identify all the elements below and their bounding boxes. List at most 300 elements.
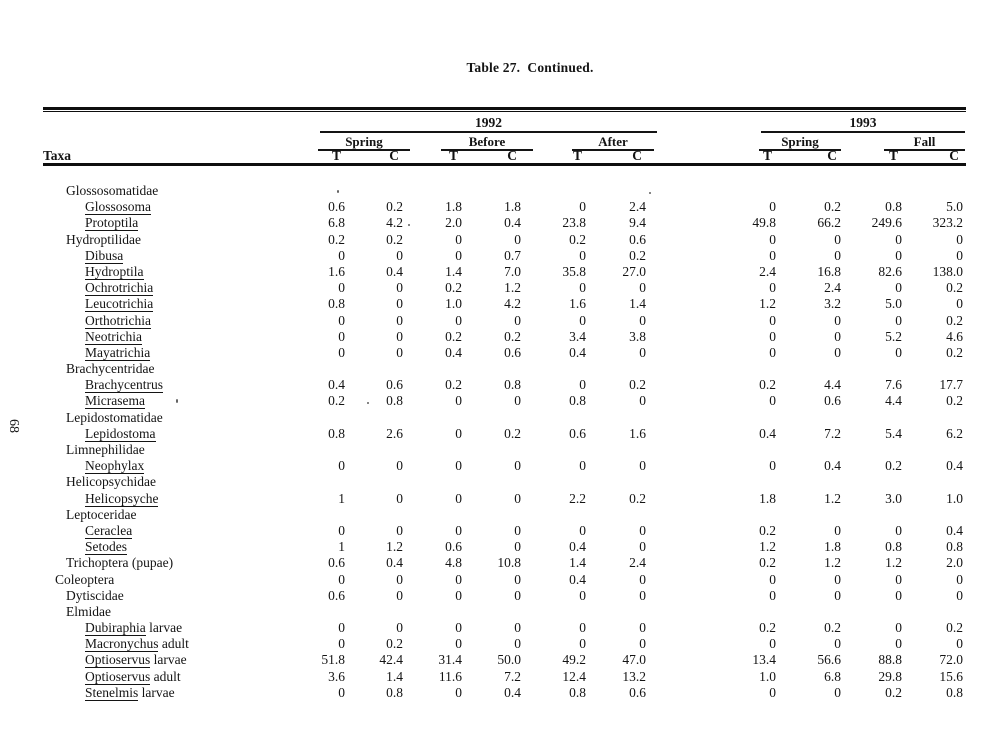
column-letter-c: C xyxy=(389,148,399,163)
value-cell: 0 xyxy=(834,684,841,700)
value-cell: 0.8 xyxy=(386,393,403,409)
taxon-name: Leucotrichia xyxy=(85,296,154,312)
table-row xyxy=(43,410,963,426)
column-letter-c: C xyxy=(507,148,517,163)
table-row xyxy=(43,199,963,215)
value-cell: 0 xyxy=(769,312,776,328)
value-cell: 0 xyxy=(396,458,403,474)
table-row xyxy=(43,393,963,409)
taxon-name: Micrasema xyxy=(85,393,145,409)
value-cell: 0.7 xyxy=(504,247,521,263)
value-cell: 0 xyxy=(338,344,345,360)
value-cell xyxy=(521,361,586,377)
value-cell xyxy=(902,183,963,199)
value-cell xyxy=(841,183,902,199)
season-header-spring-1993: Spring xyxy=(759,134,841,151)
value-cell: 0 xyxy=(956,587,963,603)
value-cell: 1 xyxy=(338,539,345,555)
value-cell xyxy=(303,410,345,426)
value-cell: 0.8 xyxy=(328,425,345,441)
value-cell: 0 xyxy=(769,231,776,247)
value-cell: 0 xyxy=(579,280,586,296)
scan-artifact xyxy=(649,192,651,194)
value-cell: 13.2 xyxy=(622,668,646,684)
taxon-name: Macronychus adult xyxy=(85,636,189,652)
value-cell: 0.4 xyxy=(824,458,841,474)
value-cell: 0 xyxy=(455,458,462,474)
value-cell: 51.8 xyxy=(321,652,345,668)
value-cell xyxy=(462,474,521,490)
value-cell: 0 xyxy=(514,539,521,555)
value-cell: 0 xyxy=(769,587,776,603)
value-cell: 0 xyxy=(396,328,403,344)
value-cell: 0 xyxy=(769,328,776,344)
value-cell: 0 xyxy=(514,571,521,587)
value-cell: 0 xyxy=(338,312,345,328)
value-cell: 0 xyxy=(834,636,841,652)
value-cell: 0 xyxy=(455,247,462,263)
value-cell xyxy=(776,507,841,523)
taxon-name: Glossosomatidae xyxy=(66,183,159,198)
taxon-name: Optioservus larvae xyxy=(85,652,187,668)
table-row xyxy=(43,523,963,539)
column-letter-t: T xyxy=(331,148,341,163)
value-cell xyxy=(776,410,841,426)
value-cell: 0.2 xyxy=(885,458,902,474)
value-cell: 0 xyxy=(956,571,963,587)
value-cell xyxy=(303,507,345,523)
value-cell xyxy=(521,410,586,426)
value-cell: 0.8 xyxy=(946,539,963,555)
value-cell: 0 xyxy=(895,280,902,296)
table-row xyxy=(43,361,963,377)
value-cell: 0 xyxy=(338,247,345,263)
value-cell: 0 xyxy=(895,312,902,328)
season-header-after-1992: After xyxy=(572,134,654,151)
value-cell: 0 xyxy=(579,199,586,215)
column-letter-c: C xyxy=(949,148,959,163)
taxon-name: Stenelmis larvae xyxy=(85,684,175,700)
value-cell: 0 xyxy=(639,280,646,296)
value-cell: 13.4 xyxy=(752,652,776,668)
value-cell: 0.2 xyxy=(946,393,963,409)
value-cell: 4.2 xyxy=(504,296,521,312)
value-cell: 0.8 xyxy=(885,539,902,555)
table-row xyxy=(43,215,963,231)
value-cell: 1.2 xyxy=(824,555,841,571)
value-cell: 0 xyxy=(455,393,462,409)
value-cell: 0 xyxy=(834,247,841,263)
value-cell: 0 xyxy=(834,328,841,344)
value-cell: 11.6 xyxy=(438,668,462,684)
value-cell: 0 xyxy=(956,296,963,312)
value-cell: 0.8 xyxy=(386,684,403,700)
value-cell xyxy=(902,474,963,490)
column-letter-t: T xyxy=(448,148,458,163)
value-cell: 0 xyxy=(834,522,841,538)
value-cell: 0.4 xyxy=(569,539,586,555)
value-cell: 0 xyxy=(396,571,403,587)
value-cell xyxy=(521,474,586,490)
value-cell: 1.2 xyxy=(759,296,776,312)
value-cell: 0.6 xyxy=(328,199,345,215)
value-cell: 56.6 xyxy=(817,652,841,668)
value-cell: 50.0 xyxy=(497,652,521,668)
taxon-name: Lepidostomatidae xyxy=(66,409,163,425)
value-cell: 1.4 xyxy=(445,263,462,279)
value-cell: 0 xyxy=(769,684,776,700)
value-cell: 0.8 xyxy=(946,684,963,700)
value-cell: 0 xyxy=(895,344,902,360)
value-cell: 47.0 xyxy=(622,652,646,668)
taxon-name: Brachycentridae xyxy=(66,361,155,377)
table-row xyxy=(43,458,963,474)
season-header-fall-1993: Fall xyxy=(884,134,965,151)
scan-artifact xyxy=(367,402,369,404)
value-cell: 2.0 xyxy=(946,555,963,571)
table-row xyxy=(43,555,963,571)
value-cell xyxy=(841,442,902,458)
value-cell: 0 xyxy=(514,231,521,247)
value-cell xyxy=(586,361,646,377)
value-cell: 2.4 xyxy=(629,199,646,215)
value-cell: 0.4 xyxy=(386,555,403,571)
scan-artifact xyxy=(337,190,339,193)
value-cell: 1.2 xyxy=(386,539,403,555)
value-cell: 0 xyxy=(338,620,345,636)
value-cell xyxy=(841,604,902,620)
taxon-name: Lepidostoma xyxy=(85,425,156,441)
value-cell: 0 xyxy=(639,636,646,652)
value-cell: 16.8 xyxy=(817,263,841,279)
value-cell: 0.2 xyxy=(504,328,521,344)
value-cell: 1.8 xyxy=(445,199,462,215)
value-cell: 0 xyxy=(514,312,521,328)
value-cell: 0.4 xyxy=(569,571,586,587)
value-cell xyxy=(646,507,776,523)
value-cell: 4.6 xyxy=(946,328,963,344)
value-cell: 7.2 xyxy=(824,425,841,441)
value-cell: 1.4 xyxy=(629,296,646,312)
table-row xyxy=(43,345,963,361)
value-cell xyxy=(841,474,902,490)
value-cell: 2.4 xyxy=(759,263,776,279)
value-cell xyxy=(303,361,345,377)
value-cell: 49.8 xyxy=(752,215,776,231)
value-cell: 6.8 xyxy=(328,215,345,231)
value-cell: 0 xyxy=(639,587,646,603)
value-cell: 0 xyxy=(455,312,462,328)
column-letter-t: T xyxy=(572,148,582,163)
value-cell: 0 xyxy=(396,522,403,538)
value-cell: 0 xyxy=(834,571,841,587)
value-cell: 1.0 xyxy=(445,296,462,312)
page-number: 68 xyxy=(6,419,21,433)
value-cell: 0 xyxy=(396,312,403,328)
value-cell xyxy=(521,507,586,523)
value-cell: 0 xyxy=(396,280,403,296)
value-cell: 249.6 xyxy=(871,215,902,231)
taxon-name: Protoptila xyxy=(85,215,139,231)
value-cell: 27.0 xyxy=(622,263,646,279)
value-cell: 0 xyxy=(396,344,403,360)
table-row xyxy=(43,604,963,620)
value-cell: 0 xyxy=(956,247,963,263)
value-cell: 3.0 xyxy=(885,490,902,506)
taxon-name: Dytiscidae xyxy=(66,587,124,603)
value-cell: 0 xyxy=(895,247,902,263)
value-cell: 0.2 xyxy=(328,231,345,247)
value-cell: 0 xyxy=(579,377,586,393)
value-cell: 0 xyxy=(455,490,462,506)
value-cell: 0.6 xyxy=(569,425,586,441)
value-cell xyxy=(646,442,776,458)
value-cell xyxy=(902,507,963,523)
scan-artifact xyxy=(176,399,178,403)
value-cell: 2.2 xyxy=(569,490,586,506)
table-row xyxy=(43,296,963,312)
value-cell xyxy=(776,361,841,377)
season-header-spring-1992: Spring xyxy=(318,134,410,151)
value-cell: 0 xyxy=(639,344,646,360)
value-cell: 0 xyxy=(338,458,345,474)
table-title: Table 27. Continued. xyxy=(466,60,594,75)
value-cell: 1.6 xyxy=(629,425,646,441)
value-cell: 0 xyxy=(895,231,902,247)
value-cell xyxy=(345,410,403,426)
value-cell: 0.2 xyxy=(386,636,403,652)
value-cell: 82.6 xyxy=(878,263,902,279)
taxon-name: Optioservus adult xyxy=(85,668,181,684)
value-cell: 0 xyxy=(834,344,841,360)
value-cell: 5.0 xyxy=(885,296,902,312)
taxon-name: Brachycentrus xyxy=(85,377,163,393)
value-cell xyxy=(586,183,646,199)
taxon-name: Hydroptilidae xyxy=(66,231,141,247)
value-cell: 0 xyxy=(895,571,902,587)
value-cell: 0.8 xyxy=(569,684,586,700)
value-cell: 0 xyxy=(639,571,646,587)
column-letter-t: T xyxy=(888,148,898,163)
value-cell xyxy=(646,474,776,490)
table-row xyxy=(43,474,963,490)
table-row xyxy=(43,377,963,393)
taxon-name: Elmidae xyxy=(66,603,111,619)
value-cell xyxy=(303,474,345,490)
value-cell: 0.8 xyxy=(504,377,521,393)
value-cell: 0 xyxy=(514,458,521,474)
value-cell: 9.4 xyxy=(629,215,646,231)
value-cell: 0 xyxy=(579,587,586,603)
value-cell: 0.2 xyxy=(759,377,776,393)
value-cell: 72.0 xyxy=(939,652,963,668)
table-row xyxy=(43,442,963,458)
table-row xyxy=(43,636,963,652)
value-cell: 0 xyxy=(396,587,403,603)
value-cell: 0.4 xyxy=(386,263,403,279)
value-cell: 2.4 xyxy=(629,555,646,571)
value-cell xyxy=(403,474,462,490)
column-letter-t: T xyxy=(762,148,772,163)
table-row xyxy=(43,232,963,248)
value-cell: 4.4 xyxy=(824,377,841,393)
table-row xyxy=(43,685,963,701)
value-cell xyxy=(403,507,462,523)
taxon-name: Glossosoma xyxy=(85,199,152,215)
taxon-name: Ochrotrichia xyxy=(85,280,154,296)
taxon-name: Neotrichia xyxy=(85,328,142,344)
taxa-column-header: Taxa xyxy=(43,148,72,163)
value-cell: 0 xyxy=(455,231,462,247)
value-cell: 323.2 xyxy=(932,215,963,231)
value-cell: 0.6 xyxy=(328,587,345,603)
value-cell: 1.4 xyxy=(569,555,586,571)
value-cell: 0 xyxy=(834,231,841,247)
value-cell: 0 xyxy=(769,458,776,474)
value-cell: 5.0 xyxy=(946,199,963,215)
table-row xyxy=(43,329,963,345)
value-cell: 0.2 xyxy=(445,377,462,393)
value-cell: 7.2 xyxy=(504,668,521,684)
value-cell: 0 xyxy=(834,587,841,603)
value-cell xyxy=(403,442,462,458)
value-cell xyxy=(345,442,403,458)
value-cell: 0 xyxy=(396,247,403,263)
value-cell xyxy=(521,183,586,199)
value-cell xyxy=(646,410,776,426)
value-cell xyxy=(776,604,841,620)
table-body xyxy=(43,183,963,701)
value-cell xyxy=(586,442,646,458)
value-cell: 0 xyxy=(895,620,902,636)
value-cell xyxy=(303,604,345,620)
table-row xyxy=(43,652,963,668)
value-cell: 0 xyxy=(895,587,902,603)
value-cell: 0 xyxy=(455,636,462,652)
value-cell xyxy=(462,507,521,523)
value-cell xyxy=(586,410,646,426)
value-cell: 88.8 xyxy=(878,652,902,668)
value-cell: 0 xyxy=(834,312,841,328)
value-cell: 0 xyxy=(455,587,462,603)
year-header-1992: 1992 xyxy=(320,115,657,133)
column-letter-c: C xyxy=(827,148,837,163)
scan-artifact xyxy=(408,224,410,226)
value-cell: 0 xyxy=(338,636,345,652)
value-cell: 0.8 xyxy=(328,296,345,312)
value-cell: 0 xyxy=(514,587,521,603)
taxon-name: Setodes xyxy=(85,539,127,555)
value-cell xyxy=(776,474,841,490)
value-cell xyxy=(841,507,902,523)
value-cell: 0 xyxy=(455,684,462,700)
value-cell: 0.2 xyxy=(629,377,646,393)
value-cell: 4.4 xyxy=(885,393,902,409)
value-cell: 35.8 xyxy=(562,263,586,279)
value-cell: 0.6 xyxy=(504,344,521,360)
value-cell: 0 xyxy=(579,312,586,328)
value-cell: 3.6 xyxy=(328,668,345,684)
value-cell: 0.6 xyxy=(386,377,403,393)
value-cell: 1 xyxy=(338,490,345,506)
year-header-1993: 1993 xyxy=(761,115,965,133)
value-cell: 0.2 xyxy=(885,684,902,700)
value-cell: 1.6 xyxy=(569,296,586,312)
value-cell: 0.6 xyxy=(824,393,841,409)
value-cell: 12.4 xyxy=(562,668,586,684)
value-cell: 0.2 xyxy=(824,199,841,215)
value-cell xyxy=(403,183,462,199)
taxon-name: Helicopsyche xyxy=(85,490,159,506)
season-header-before-1992: Before xyxy=(441,134,533,151)
value-cell: 0.2 xyxy=(946,280,963,296)
value-cell: 0 xyxy=(769,636,776,652)
value-cell: 17.7 xyxy=(939,377,963,393)
value-cell: 0 xyxy=(338,328,345,344)
value-cell: 0.2 xyxy=(629,490,646,506)
value-cell: 0.2 xyxy=(759,555,776,571)
taxon-name: Ceraclea xyxy=(85,522,133,538)
value-cell: 29.8 xyxy=(878,668,902,684)
table-row xyxy=(43,620,963,636)
value-cell: 0 xyxy=(895,522,902,538)
table-row xyxy=(43,183,963,199)
value-cell xyxy=(902,361,963,377)
table-row xyxy=(43,669,963,685)
value-cell: 0 xyxy=(579,522,586,538)
value-cell: 23.8 xyxy=(562,215,586,231)
taxon-name: Leptoceridae xyxy=(66,506,137,522)
value-cell: 31.4 xyxy=(438,652,462,668)
value-cell: 66.2 xyxy=(817,215,841,231)
value-cell: 0 xyxy=(514,393,521,409)
value-cell xyxy=(902,442,963,458)
value-cell: 0.8 xyxy=(885,199,902,215)
value-cell: 7.6 xyxy=(885,377,902,393)
value-cell: 0 xyxy=(639,312,646,328)
value-cell: 0 xyxy=(579,247,586,263)
value-cell: 0.2 xyxy=(759,620,776,636)
table-row xyxy=(43,572,963,588)
value-cell xyxy=(345,183,403,199)
value-cell: 0 xyxy=(338,280,345,296)
table-top-rule xyxy=(43,107,966,112)
value-cell: 0 xyxy=(639,458,646,474)
value-cell: 0.4 xyxy=(504,684,521,700)
value-cell: 0.2 xyxy=(445,328,462,344)
table-row xyxy=(43,248,963,264)
value-cell: 0 xyxy=(338,571,345,587)
value-cell: 0 xyxy=(639,539,646,555)
value-cell xyxy=(462,410,521,426)
value-cell xyxy=(646,183,776,199)
table-row xyxy=(43,507,963,523)
value-cell: 0 xyxy=(769,571,776,587)
value-cell: 0.4 xyxy=(759,425,776,441)
value-cell: 0.6 xyxy=(328,555,345,571)
value-cell: 0 xyxy=(455,425,462,441)
value-cell xyxy=(586,507,646,523)
value-cell xyxy=(345,604,403,620)
taxon-name: Mayatrichia xyxy=(85,344,151,360)
value-cell: 4.2 xyxy=(386,215,403,231)
value-cell: 0.2 xyxy=(759,522,776,538)
value-cell xyxy=(403,361,462,377)
value-cell: 0 xyxy=(455,522,462,538)
value-cell: 1.4 xyxy=(386,668,403,684)
value-cell: 0.2 xyxy=(328,393,345,409)
column-letter-c: C xyxy=(632,148,642,163)
